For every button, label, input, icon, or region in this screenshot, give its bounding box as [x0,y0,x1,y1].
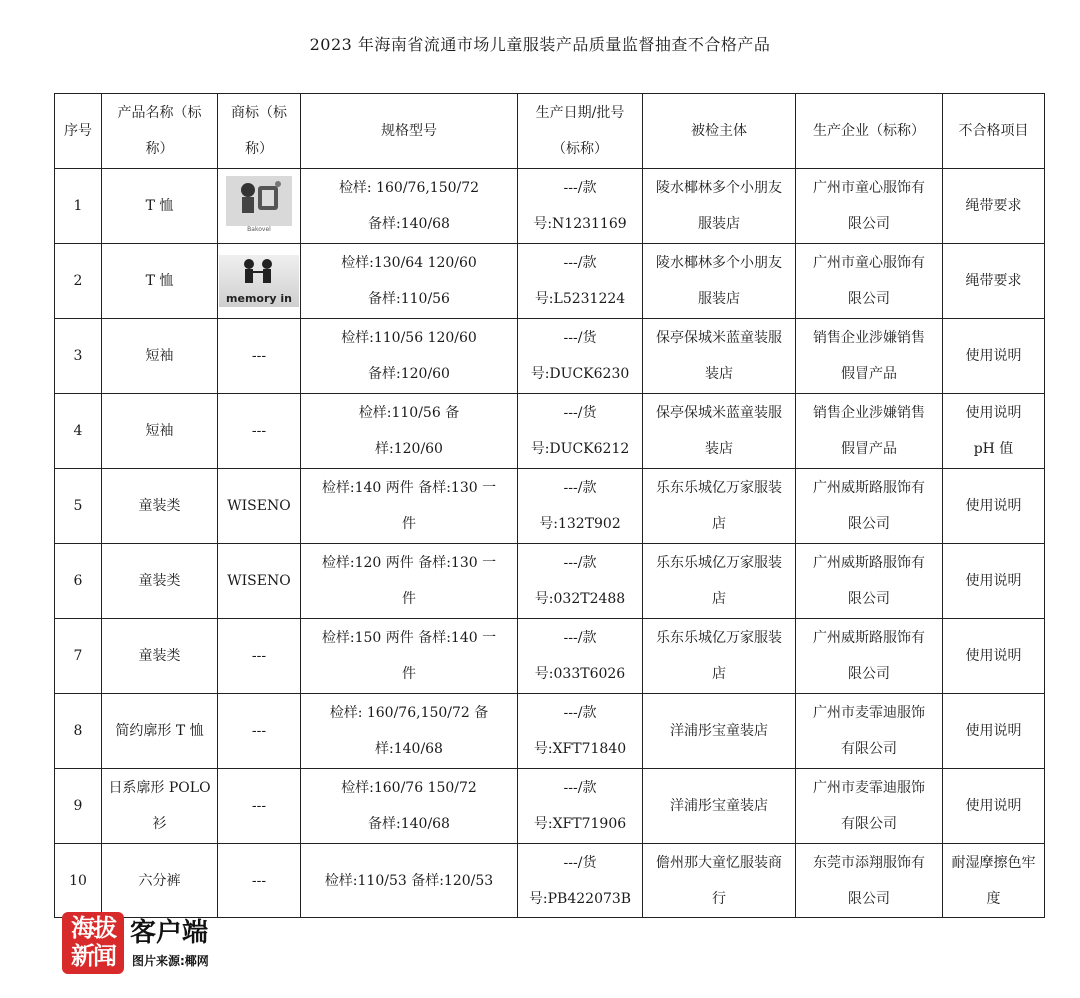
cell-spec: 检样:110/56 备 样:120/60 [301,394,518,469]
cell-manufacturer: 广州威斯路服饰有 限公司 [796,544,943,619]
header-spec: 规格型号 [301,94,518,169]
cell-inspected-subject: 洋浦彤宝童装店 [643,769,796,844]
cell-product-name: 童装类 [102,469,218,544]
cell-no: 1 [55,169,102,244]
cell-product-name: 日系廓形 POLO 衫 [102,769,218,844]
cell-inspected-subject: 乐东乐城亿万家服装 店 [643,469,796,544]
cell-brand: --- [218,619,301,694]
cell-manufacturer: 广州市童心服饰有 限公司 [796,169,943,244]
cell-product-name: 童装类 [102,544,218,619]
cell-no: 6 [55,544,102,619]
cell-manufacturer: 广州市童心服饰有 限公司 [796,244,943,319]
cell-brand: --- [218,844,301,918]
brand-logo-caption: Bakovel [247,226,271,233]
cell-product-name: 简约廓形 T 恤 [102,694,218,769]
cell-production-date: ---/款 号:XFT71906 [518,769,643,844]
header-date: 生产日期/批号 （标称） [518,94,643,169]
cell-inspected-subject: 乐东乐城亿万家服装 店 [643,619,796,694]
cell-spec: 检样:110/56 120/60 备样:120/60 [301,319,518,394]
cell-no: 4 [55,394,102,469]
nonconforming-products-table [54,93,1045,918]
cell-brand: WISENO [218,544,301,619]
cell-spec: 检样:130/64 120/60 备样:110/56 [301,244,518,319]
kids-figures-icon [219,255,299,289]
table-row [55,469,1045,544]
cell-product-name: 童装类 [102,619,218,694]
cell-no: 8 [55,694,102,769]
header-subject: 被检主体 [643,94,796,169]
cell-no: 10 [55,844,102,918]
cell-inspected-subject: 陵水椰林多个小朋友 服装店 [643,244,796,319]
cell-product-name: 短袖 [102,394,218,469]
cell-inspected-subject: 儋州那大童忆服装商 行 [643,844,796,918]
header-no: 序号 [55,94,102,169]
cell-production-date: ---/款 号:032T2488 [518,544,643,619]
table-row [55,244,1045,319]
child-figure-icon [226,176,292,226]
cell-fail-item: 使用说明 [943,469,1045,544]
header-product-name: 产品名称（标 称） [102,94,218,169]
table-row [55,319,1045,394]
cell-fail-item: 使用说明 [943,619,1045,694]
cell-production-date: ---/货 号:DUCK6230 [518,319,643,394]
cell-brand: --- [218,769,301,844]
cell-fail-item: 使用说明 [943,319,1045,394]
cell-manufacturer: 东莞市添翔服饰有 限公司 [796,844,943,918]
header-brand: 商标（标 称） [218,94,301,169]
table-row [55,769,1045,844]
table-row [55,619,1045,694]
cell-no: 2 [55,244,102,319]
cell-brand: --- [218,394,301,469]
cell-inspected-subject: 保亭保城米蓝童装服 装店 [643,319,796,394]
cell-spec: 检样:150 两件 备样:140 一 件 [301,619,518,694]
cell-manufacturer: 广州威斯路服饰有 限公司 [796,619,943,694]
cell-fail-item: 使用说明 pH 值 [943,394,1045,469]
table-row [55,844,1045,918]
cell-production-date: ---/款 号:132T902 [518,469,643,544]
cell-product-name: 短袖 [102,319,218,394]
cell-no: 3 [55,319,102,394]
cell-no: 9 [55,769,102,844]
table-header-row [55,94,1045,169]
cell-manufacturer: 销售企业涉嫌销售 假冒产品 [796,319,943,394]
header-maker: 生产企业（标称） [796,94,943,169]
cell-inspected-subject: 保亭保城米蓝童装服 装店 [643,394,796,469]
cell-inspected-subject: 乐东乐城亿万家服装 店 [643,544,796,619]
header-fail-item: 不合格项目 [943,94,1045,169]
cell-fail-item: 绳带要求 [943,169,1045,244]
cell-spec: 检样: 160/76,150/72 备 样:140/68 [301,694,518,769]
cell-production-date: ---/货 号:PB422073B [518,844,643,918]
logo-lettering-bottom: 新闻 [71,941,115,970]
cell-manufacturer: 广州市麦霏迪服饰 有限公司 [796,769,943,844]
footer-brand: 客户端 [130,918,209,948]
cell-no: 7 [55,619,102,694]
cell-fail-item: 绳带要求 [943,244,1045,319]
cell-production-date: ---/货 号:DUCK6212 [518,394,643,469]
cell-brand: WISENO [218,469,301,544]
cell-spec: 检样:140 两件 备样:130 一 件 [301,469,518,544]
child-figure-logo [226,176,292,236]
cell-spec: 检样:160/76 150/72 备样:140/68 [301,769,518,844]
cell-brand [218,169,301,244]
logo-lettering-top: 海拔 [71,913,115,942]
cell-brand [218,244,301,319]
cell-production-date: ---/款 号:XFT71840 [518,694,643,769]
footer-source: 图片来源:椰网 [132,954,209,968]
cell-manufacturer: 广州威斯路服饰有 限公司 [796,469,943,544]
hainan-news-logo [62,912,124,974]
cell-fail-item: 使用说明 [943,694,1045,769]
cell-production-date: ---/款 号:N1231169 [518,169,643,244]
cell-manufacturer: 广州市麦霏迪服饰 有限公司 [796,694,943,769]
cell-inspected-subject: 洋浦彤宝童装店 [643,694,796,769]
cell-brand: --- [218,694,301,769]
memory-in-logo [219,255,299,307]
cell-product-name: T 恤 [102,169,218,244]
table-row [55,694,1045,769]
table-row [55,544,1045,619]
cell-fail-item: 使用说明 [943,544,1045,619]
cell-manufacturer: 销售企业涉嫌销售 假冒产品 [796,394,943,469]
cell-no: 5 [55,469,102,544]
cell-brand: --- [218,319,301,394]
cell-fail-item: 使用说明 [943,769,1045,844]
cell-inspected-subject: 陵水椰林多个小朋友 服装店 [643,169,796,244]
cell-spec: 检样: 160/76,150/72 备样:140/68 [301,169,518,244]
cell-spec: 检样:110/53 备样:120/53 [301,844,518,918]
table-row [55,394,1045,469]
cell-production-date: ---/款 号:033T6026 [518,619,643,694]
cell-production-date: ---/款 号:L5231224 [518,244,643,319]
brand-logo-caption: memory in [226,292,292,305]
table-row [55,169,1045,244]
cell-product-name: T 恤 [102,244,218,319]
cell-spec: 检样:120 两件 备样:130 一 件 [301,544,518,619]
cell-product-name: 六分裤 [102,844,218,918]
document-title: 2023 年海南省流通市场儿童服装产品质量监督抽查不合格产品 [309,35,771,54]
cell-fail-item: 耐湿摩擦色牢 度 [943,844,1045,918]
